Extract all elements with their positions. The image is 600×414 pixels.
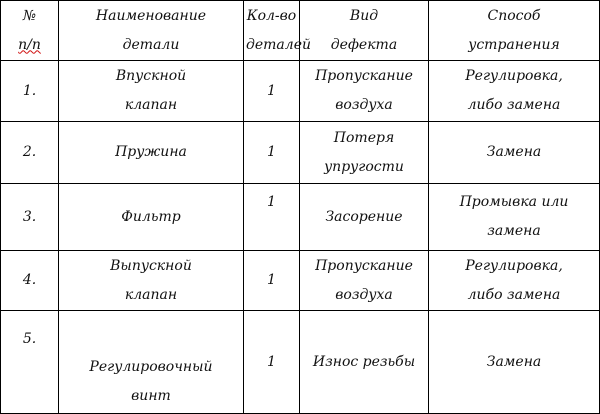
defect-type-cell: Потеря упругости (300, 122, 429, 184)
part-name-cell: Регулировочный винт (59, 311, 244, 414)
table-row (1, 251, 600, 311)
remedy-cell: Замена (429, 122, 600, 184)
remedy-cell: Замена (429, 311, 600, 414)
part-name-cell: Выпускной клапан (59, 251, 244, 311)
row-number-cell: 1. (1, 61, 59, 122)
row-number-cell: 4. (1, 251, 59, 311)
row-number-cell: 3. (1, 184, 59, 251)
header-cell-defect-type: Вид дефекта (300, 1, 429, 61)
defect-type-cell: Пропускание воздуха (300, 251, 429, 311)
header-cell-number (1, 1, 59, 61)
defect-type-cell: Износ резьбы (300, 311, 429, 414)
header-cell-part-name: Наименование детали (59, 1, 244, 61)
defect-type-cell: Засорение (300, 184, 429, 251)
quantity-cell: 1 (244, 61, 300, 122)
header-cell-quantity: Кол-во деталей (244, 1, 300, 61)
table-row (1, 311, 600, 414)
remedy-cell: Регулировка, либо замена (429, 61, 600, 122)
table-row (1, 61, 600, 122)
defect-type-cell: Пропускание воздуха (300, 61, 429, 122)
table-header-row (1, 1, 600, 61)
row-number-cell: 5. (1, 311, 59, 414)
header-number-abbrev: п/п (18, 36, 41, 53)
quantity-cell: 1 (244, 311, 300, 414)
remedy-cell: Промывка или замена (429, 184, 600, 251)
header-cell-remedy: Способ устранения (429, 1, 600, 61)
quantity-cell: 1 (244, 122, 300, 184)
remedy-cell: Регулировка, либо замена (429, 251, 600, 311)
quantity-cell: 1 (244, 251, 300, 311)
table-row (1, 122, 600, 184)
table-row (1, 184, 600, 251)
part-name-cell: Пружина (59, 122, 244, 184)
row-number-cell: 2. (1, 122, 59, 184)
header-number-sign: № (22, 7, 37, 24)
part-name-cell: Впускной клапан (59, 61, 244, 122)
quantity-cell: 1 (244, 184, 300, 251)
part-name-cell: Фильтр (59, 184, 244, 251)
